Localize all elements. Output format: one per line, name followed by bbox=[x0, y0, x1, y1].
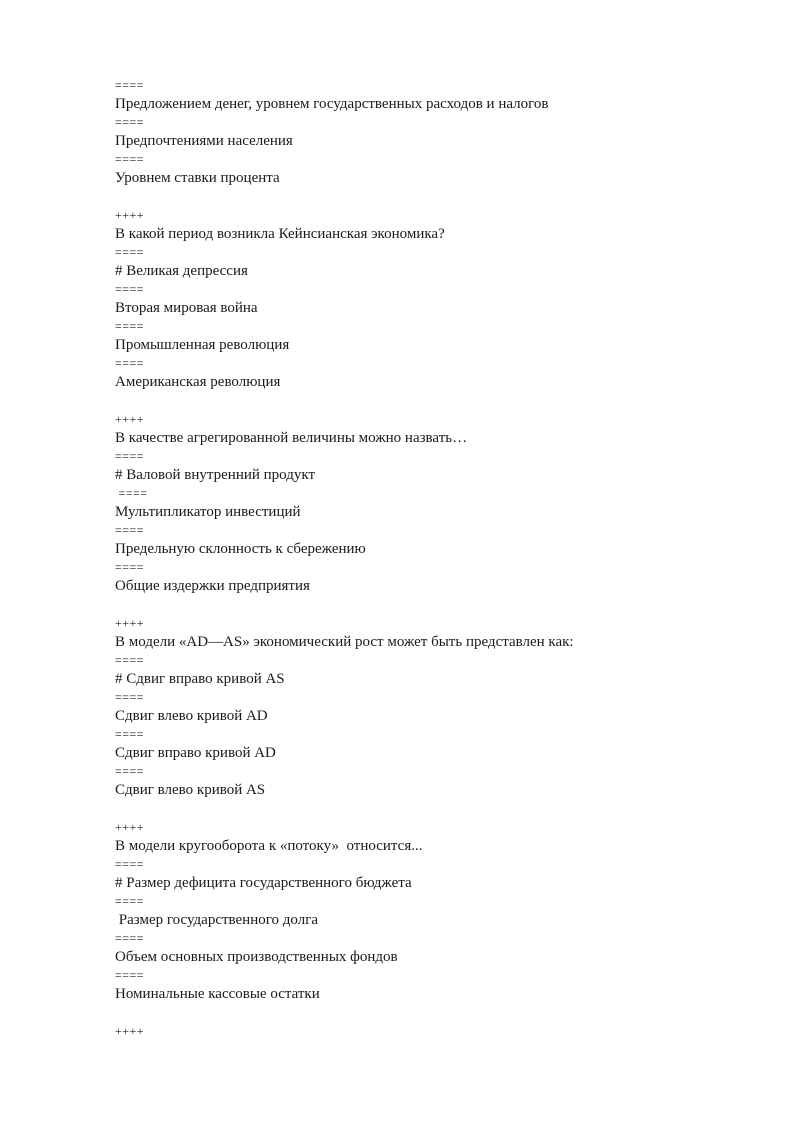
answer-option: Сдвиг вправо кривой AD bbox=[115, 745, 276, 761]
answer-option: Объем основных производственных фондов bbox=[115, 949, 398, 965]
answer-correct: # Валовой внутренний продукт bbox=[115, 467, 316, 483]
separator: ==== bbox=[115, 245, 145, 259]
answer-option: Предельную склонность к сбережению bbox=[115, 541, 366, 557]
answer-option: Уровнем ставки процента bbox=[115, 170, 280, 186]
question-marker: ++++ bbox=[115, 820, 145, 834]
question-text: В модели «AD—AS» экономический рост может быть представлен как: bbox=[115, 634, 574, 650]
answer-correct: # Сдвиг вправо кривой AS bbox=[115, 671, 285, 687]
answer-option: Номинальные кассовые остатки bbox=[115, 986, 320, 1002]
separator: ==== bbox=[115, 931, 145, 945]
separator: ==== bbox=[115, 764, 145, 778]
separator: ==== bbox=[115, 857, 145, 871]
answer-option: Промышленная революция bbox=[115, 337, 290, 353]
question-marker: ++++ bbox=[115, 412, 145, 426]
question-text: В модели кругооборота к «потоку» относится... bbox=[115, 838, 423, 854]
answer-option: Мультипликатор инвестиций bbox=[115, 504, 301, 520]
question-marker: ++++ bbox=[115, 208, 145, 222]
question-marker: ++++ bbox=[115, 1024, 145, 1038]
separator: ==== bbox=[115, 115, 145, 129]
answer-option: Вторая мировая война bbox=[115, 300, 258, 316]
separator: ==== bbox=[115, 560, 145, 574]
answer-option: Предпочтениями населения bbox=[115, 133, 293, 149]
separator: ==== bbox=[115, 486, 148, 500]
separator: ==== bbox=[115, 653, 145, 667]
separator: ==== bbox=[115, 968, 145, 982]
separator: ==== bbox=[115, 523, 145, 537]
answer-option: Размер государственного долга bbox=[115, 912, 318, 928]
separator: ==== bbox=[115, 356, 145, 370]
separator: ==== bbox=[115, 894, 145, 908]
answer-option: Сдвиг влево кривой AD bbox=[115, 708, 268, 724]
answer-option: Общие издержки предприятия bbox=[115, 578, 310, 594]
answer-option: Предложением денег, уровнем государственных расходов и налогов bbox=[115, 96, 549, 112]
separator: ==== bbox=[115, 690, 145, 704]
separator: ==== bbox=[115, 727, 145, 741]
separator: ==== bbox=[115, 449, 145, 463]
question-text: В качестве агрегированной величины можно назвать… bbox=[115, 430, 468, 446]
answer-correct: # Великая депрессия bbox=[115, 263, 248, 279]
question-text: В какой период возникла Кейнсианская экономика? bbox=[115, 226, 445, 242]
answer-option: Американская революция bbox=[115, 374, 281, 390]
separator: ==== bbox=[115, 319, 145, 333]
answer-correct: # Размер дефицита государственного бюджета bbox=[115, 875, 412, 891]
separator: ==== bbox=[115, 282, 145, 296]
separator: ==== bbox=[115, 78, 145, 92]
separator: ==== bbox=[115, 152, 145, 166]
question-marker: ++++ bbox=[115, 616, 145, 630]
answer-option: Сдвиг влево кривой AS bbox=[115, 782, 266, 798]
